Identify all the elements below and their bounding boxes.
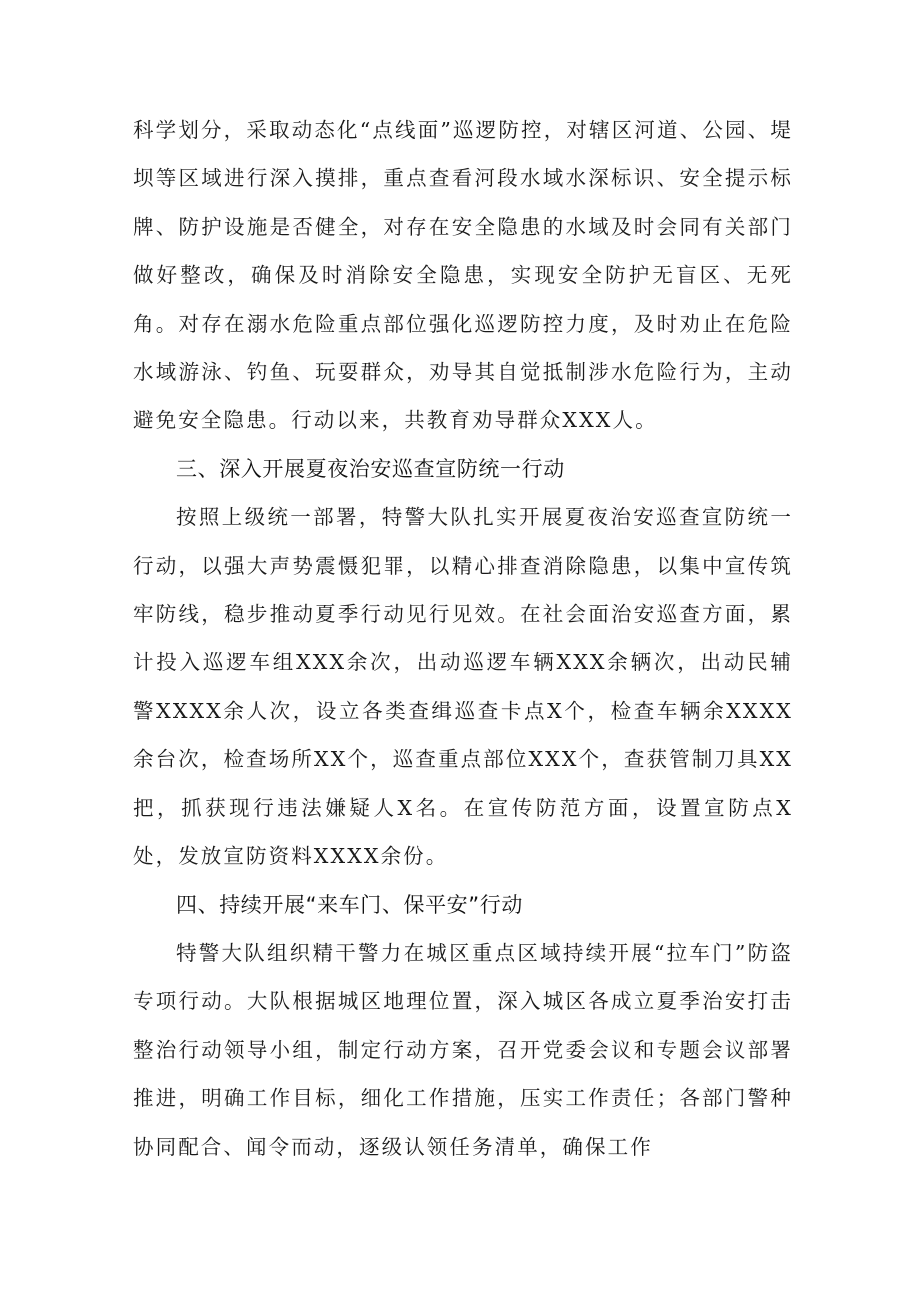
body-paragraph-section-3: 按照上级统一部署，特警大队扎实开展夏夜治安巡查宣防统一行动，以强大声势震慑犯罪，以精心排查消除隐患，以集中宣传筑牢防线，稳步推动夏季行动见行见效。在社会面治安巡查方面，累计投入巡逻车组XXX余次，出动巡逻车辆XXX余辆次，出动民辅警XXXX余人次，设立各类查缉巡查卡点X个，检查车辆余XXXX余台次，检查场所XX个，巡查重点部位XXX个，查获管制刀具XX把，抓获现行违法嫌疑人X名。在宣传防范方面，设置宣防点X处，发放宣防资料XXXX余份。 [133, 505, 793, 869]
body-paragraph-continued: 科学划分，采取动态化“点线面”巡逻防控，对辖区河道、公园、堤坝等区域进行深入摸排，重点查看河段水域水深标识、安全提示标牌、防护设施是否健全，对存在安全隐患的水域及时会同有关部门做好整改，确保及时消除安全隐患，实现安全防护无盲区、无死角。对存在溺水危险重点部位强化巡逻防控力度，及时劝止在危险水域游泳、钓鱼、玩耍群众，劝导其自觉抵制涉水危险行为，主动避免安全隐患。行动以来，共教育劝导群众XXX人。 [133, 118, 793, 433]
document-page [133, 106, 793, 1171]
section-heading-3: 三、深入开展夏夜治安巡查宣防统一行动 [176, 456, 565, 481]
body-paragraph-section-4: 特警大队组织精干警力在城区重点区域持续开展“拉车门”防盗专项行动。大队根据城区地理位置，深入城区各成立夏季治安打击整治行动领导小组，制定行动方案，召开党委会议和专题会议部署推进，明确工作目标，细化工作措施，压实工作责任；各部门警种协同配合、闻令而动，逐级认领任务清单，确保工作 [133, 940, 793, 1159]
section-heading-4: 四、持续开展“来车门、保平安”行动 [176, 892, 523, 917]
